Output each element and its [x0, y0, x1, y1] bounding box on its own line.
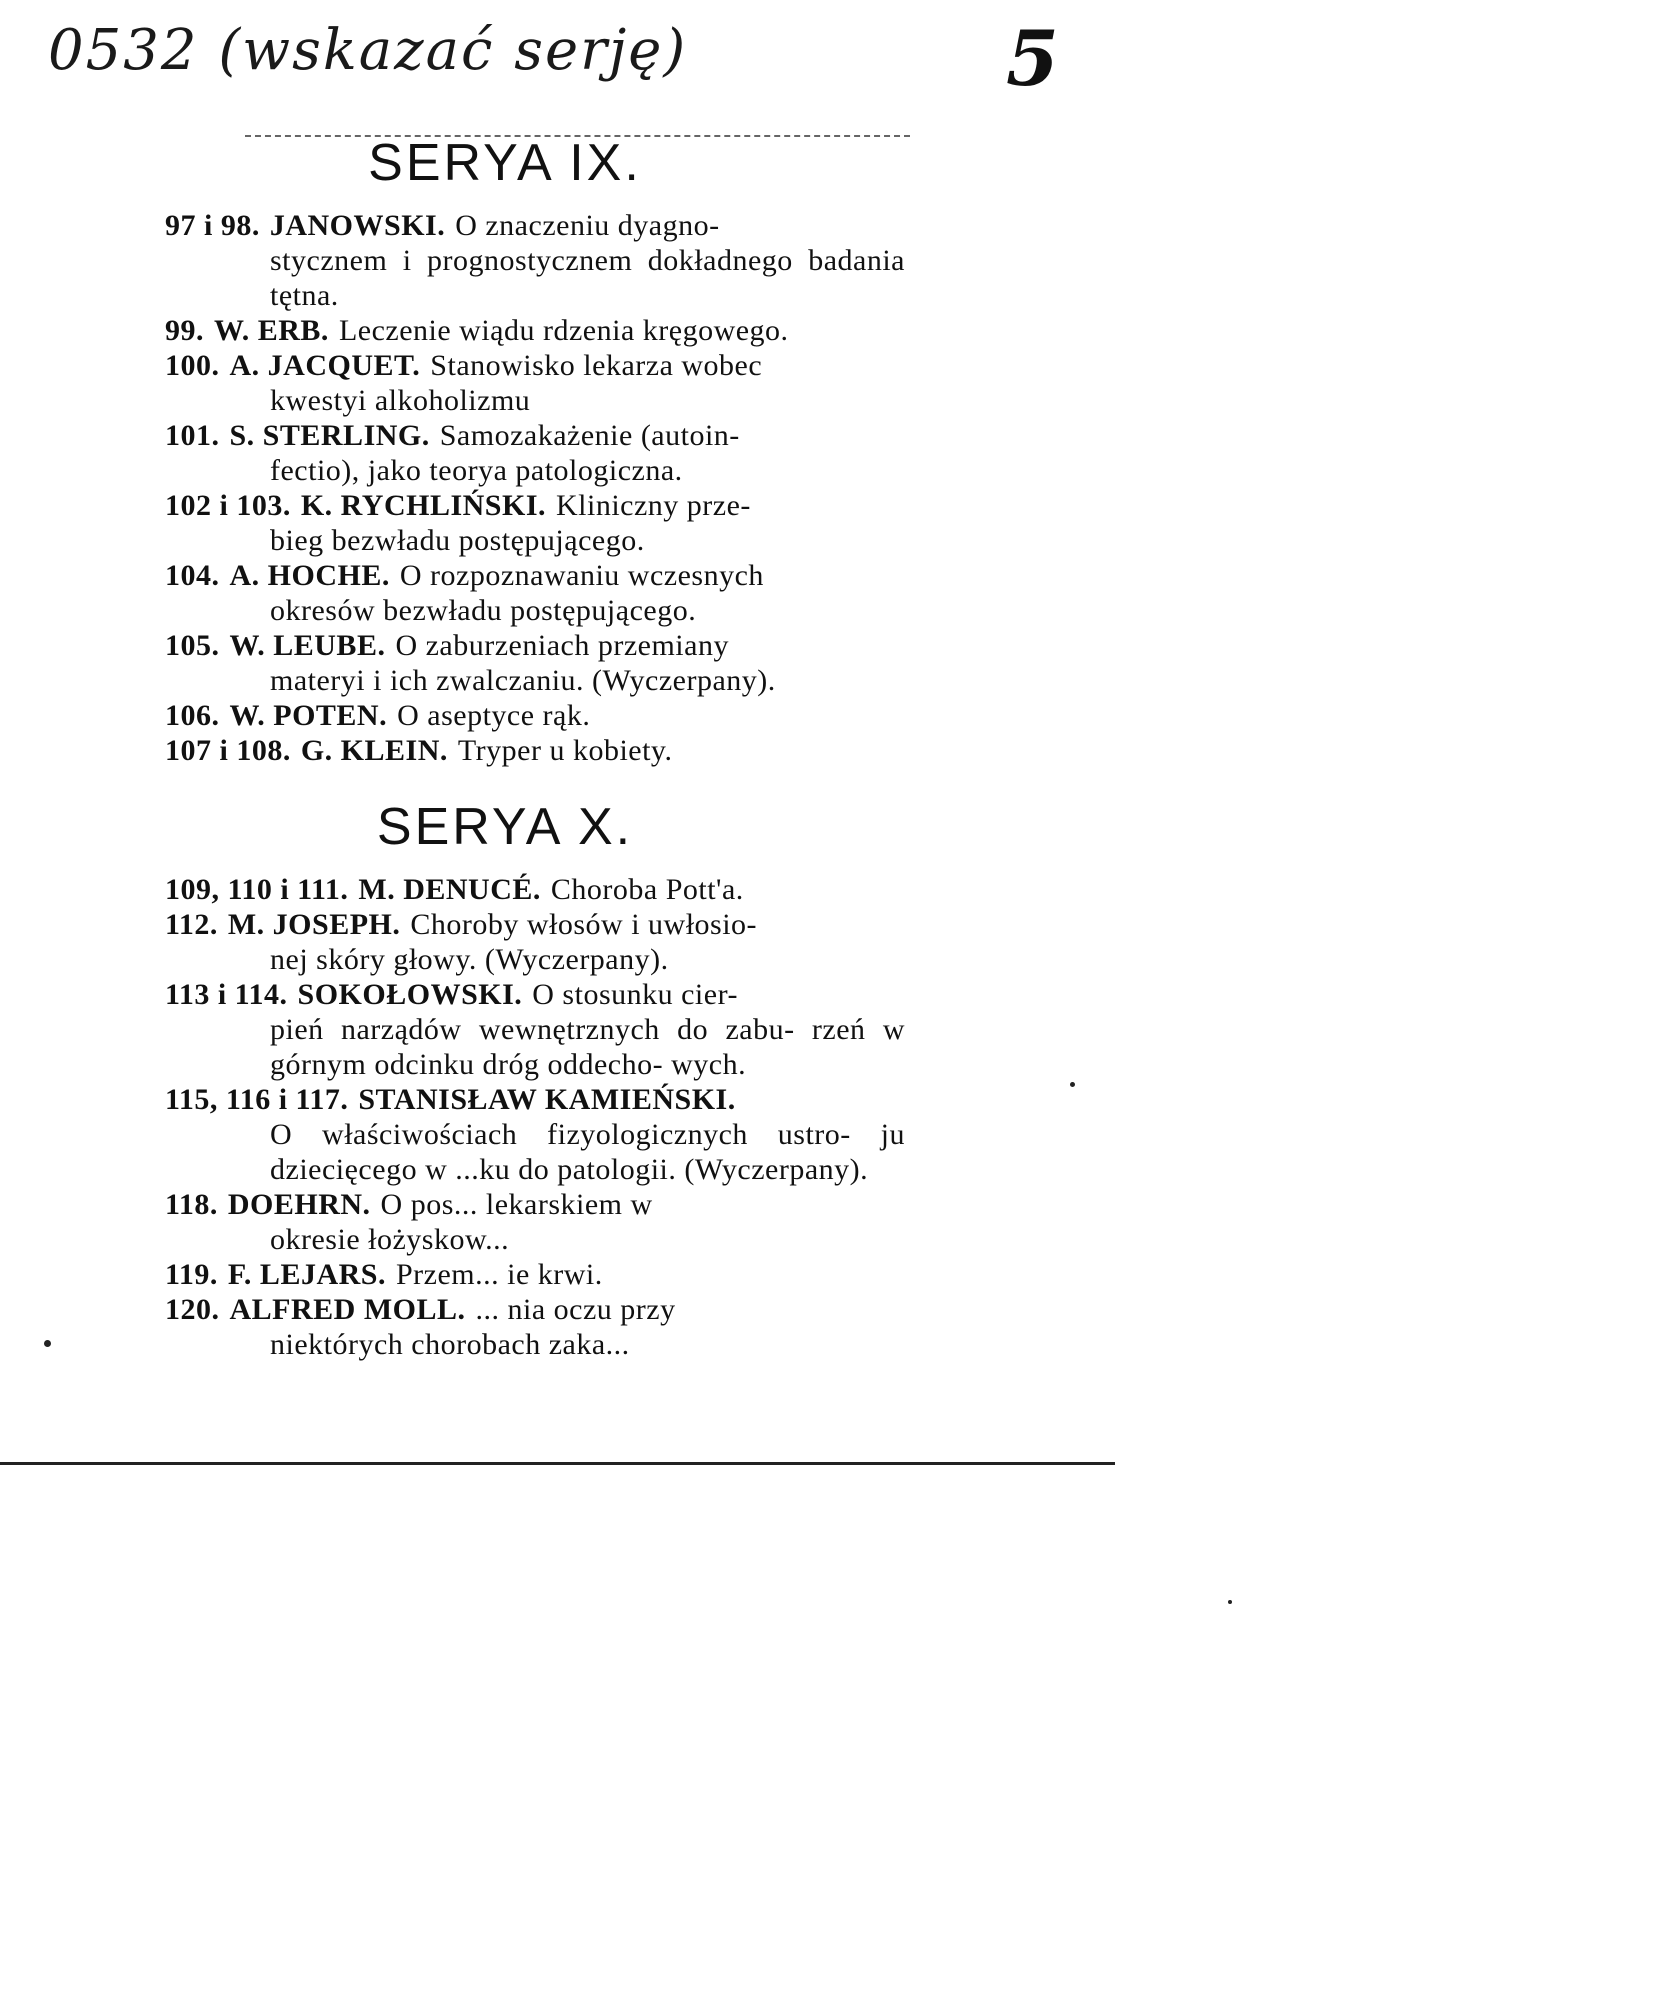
entry-author: W. POTEN.	[229, 699, 388, 732]
entry-title-start: Choroba Pott'a.	[550, 873, 744, 906]
entry-author: SOKOŁOWSKI.	[297, 978, 523, 1011]
catalog-entry	[165, 872, 905, 907]
entry-title-continued: materyi i ich zwalczaniu. (Wyczerpany).	[270, 664, 776, 697]
entry-author: M. DENUCÉ.	[358, 873, 541, 906]
entry-first-line	[165, 313, 905, 348]
entry-title-continued: nej skóry głowy. (Wyczerpany).	[270, 943, 669, 976]
ink-speck	[44, 1340, 51, 1347]
entry-number: 99.	[165, 314, 204, 347]
catalog-entry	[165, 907, 905, 977]
entry-first-line	[165, 488, 905, 523]
entry-first-line	[165, 628, 905, 663]
entry-title-start: Przem... ie krwi.	[395, 1258, 603, 1291]
entry-title-start: O aseptyce rąk.	[397, 699, 591, 732]
entry-title-start: O stosunku cier-	[532, 978, 738, 1011]
entry-title-start: Kliniczny prze-	[556, 489, 751, 522]
series-ix-list	[165, 208, 905, 768]
entry-number: 97 i 98.	[165, 209, 260, 242]
entry-author: W. ERB.	[214, 314, 329, 347]
entry-first-line	[165, 1292, 905, 1327]
catalog-entry	[165, 208, 905, 313]
entry-title-continued: stycznem i prognostycznem dokładnego badania tętna.	[270, 244, 905, 312]
entry-title-continued: okresie łożyskow...	[270, 1223, 510, 1256]
entry-first-line	[165, 1187, 905, 1222]
entry-title-continued: fectio), jako teorya patologiczna.	[270, 454, 683, 487]
catalog-entry	[165, 698, 905, 733]
entry-title-continued: niektórych chorobach zaka...	[270, 1328, 630, 1361]
entry-title-continued: bieg bezwładu postępującego.	[270, 524, 645, 557]
entry-title-start: Tryper u kobiety.	[457, 734, 673, 767]
catalog-entry	[165, 558, 905, 628]
catalog-entry	[165, 1187, 905, 1257]
catalog-entry	[165, 1082, 905, 1187]
entry-title-start: Leczenie wiądu rdzenia kręgowego.	[338, 314, 789, 347]
entry-title-continued: okresów bezwładu postępującego.	[270, 594, 697, 627]
entry-author: A. HOCHE.	[229, 559, 390, 592]
entry-author: S. STERLING.	[229, 419, 430, 452]
series-x-list	[165, 872, 905, 1362]
entry-title-start: Samozakażenie (autoin-	[439, 419, 740, 452]
entry-title-start: O znaczeniu dyagno-	[455, 209, 720, 242]
catalog-entry	[165, 1257, 905, 1292]
catalog-entry	[165, 488, 905, 558]
entry-first-line	[165, 418, 905, 453]
entry-first-line	[165, 698, 905, 733]
entry-number: 107 i 108.	[165, 734, 291, 767]
catalog-entry	[165, 348, 905, 418]
entry-author: DOEHRN.	[227, 1188, 371, 1221]
entry-first-line	[165, 1257, 905, 1292]
entry-number: 109, 110 i 111.	[165, 873, 349, 906]
entry-first-line	[165, 558, 905, 593]
entry-number: 106.	[165, 699, 220, 732]
entry-author: JANOWSKI.	[269, 209, 446, 242]
catalog-entry	[165, 1292, 905, 1362]
entry-number: 101.	[165, 419, 220, 452]
entry-title-start: O pos... lekarskiem w	[380, 1188, 653, 1221]
entry-title-continued: kwestyi alkoholizmu	[270, 384, 531, 417]
entry-author: M. JOSEPH.	[227, 908, 401, 941]
entry-first-line	[165, 208, 905, 243]
catalog-entry	[165, 313, 905, 348]
entry-title-start: O zaburzeniach przemiany	[395, 629, 729, 662]
entry-first-line	[165, 733, 905, 768]
entry-number: 115, 116 i 117.	[165, 1083, 349, 1116]
entry-author: ALFRED MOLL.	[229, 1293, 466, 1326]
entry-first-line	[165, 977, 905, 1012]
entry-author: K. RYCHLIŃSKI.	[300, 489, 546, 522]
ink-speck	[1070, 1082, 1075, 1087]
section-title-ix: SERYA IX.	[368, 134, 642, 192]
entry-first-line	[165, 872, 905, 907]
entry-first-line	[165, 348, 905, 383]
entry-first-line	[165, 1082, 905, 1117]
entry-number: 105.	[165, 629, 220, 662]
page-number: 5	[1006, 14, 1059, 103]
entry-author: G. KLEIN.	[300, 734, 448, 767]
entry-title-start: Stanowisko lekarza wobec	[430, 349, 763, 382]
entry-title-continued: O właściwościach fizyologicznych ustro- ju dziecięcego w ...ku do patologii. (Wyczerpany).	[270, 1118, 905, 1186]
entry-title-start: Choroby włosów i uwłosio-	[410, 908, 758, 941]
entry-author: W. LEUBE.	[229, 629, 386, 662]
entry-number: 118.	[165, 1188, 218, 1221]
catalog-entry	[165, 418, 905, 488]
entry-author: STANISŁAW KAMIEŃSKI.	[358, 1083, 736, 1116]
entry-number: 113 i 114.	[165, 978, 288, 1011]
entry-number: 100.	[165, 349, 220, 382]
catalog-entry	[165, 628, 905, 698]
ink-speck	[1228, 1600, 1232, 1604]
entry-number: 120.	[165, 1293, 220, 1326]
entry-author: A. JACQUET.	[229, 349, 421, 382]
entry-title-start: ... nia oczu przy	[475, 1293, 676, 1326]
section-title-x: SERYA X.	[376, 798, 634, 856]
entry-number: 102 i 103.	[165, 489, 291, 522]
catalog-entry	[165, 733, 905, 768]
catalog-entry	[165, 977, 905, 1082]
entry-number: 104.	[165, 559, 220, 592]
bottom-rule	[0, 1462, 1115, 1465]
entry-number: 119.	[165, 1258, 218, 1291]
handwritten-note: 0532 (wskazać serję)	[48, 18, 688, 83]
entry-title-continued: pień narządów wewnętrznych do zabu- rzeń w górnym odcinku dróg oddecho- wych.	[270, 1013, 905, 1081]
entry-number: 112.	[165, 908, 218, 941]
entry-first-line	[165, 907, 905, 942]
entry-author: F. LEJARS.	[227, 1258, 386, 1291]
entry-title-start: O rozpoznawaniu wczesnych	[399, 559, 764, 592]
